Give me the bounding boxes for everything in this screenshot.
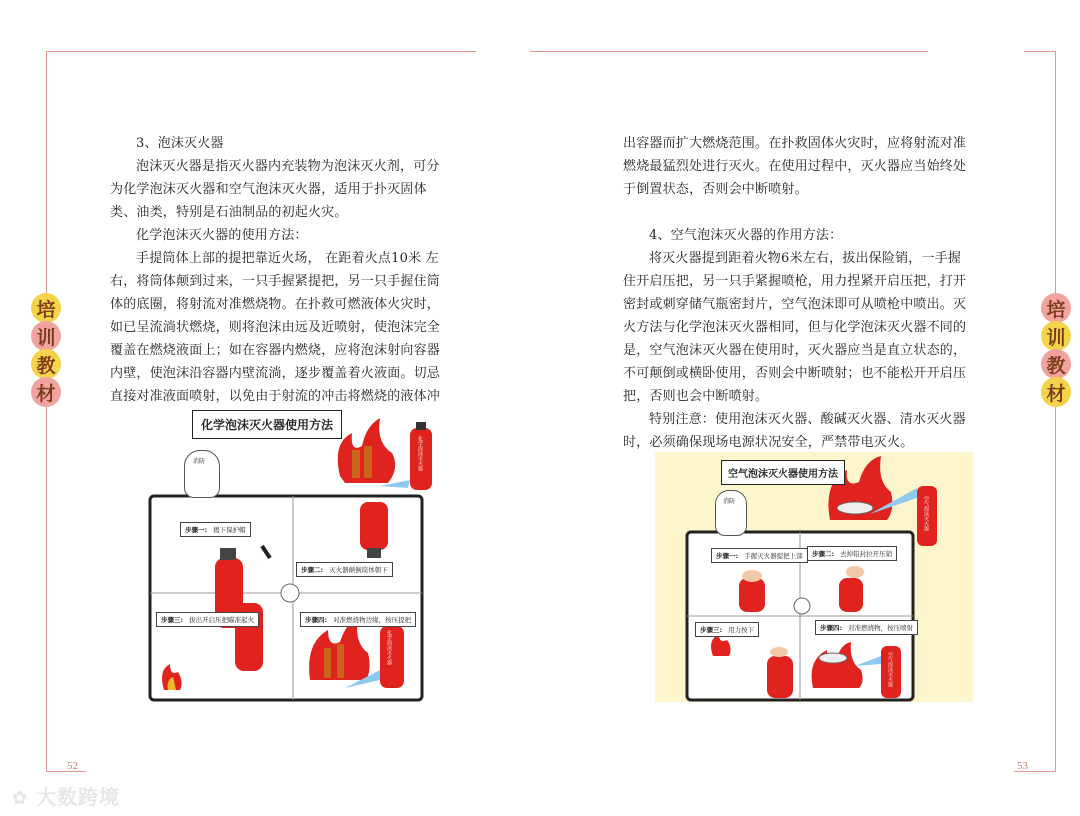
page-number-right: 53 xyxy=(1017,760,1028,772)
extinguisher-label: 空气泡沫灭火器 xyxy=(887,652,893,687)
step-label xyxy=(180,522,251,537)
step-number: 步骤四: xyxy=(305,616,328,624)
page-number-left: 52 xyxy=(67,760,78,772)
section-heading: 4、空气泡沫灭火器的作用方法： xyxy=(649,228,843,243)
figure-illustration xyxy=(140,398,440,704)
figure-title: 化学泡沫灭火器使用方法 xyxy=(192,410,342,439)
step-number: 步骤二: xyxy=(301,566,324,574)
frame-right xyxy=(1055,51,1056,771)
step-text: 去掉铅封拉开压销 xyxy=(840,550,893,558)
extinguisher-label: 空气泡沫灭火器 xyxy=(923,496,929,531)
step-label xyxy=(711,548,808,563)
paragraph: 泡沫灭火器是指灭火器内充装物为泡沫灭火剂，可分为化学泡沫灭火器和空气泡沫灭火器，适用于扑灭固体类、油类，特别是石油制品的初起火灾。 xyxy=(110,159,440,220)
step-label xyxy=(695,622,759,637)
side-tab-left xyxy=(29,294,63,406)
sub-heading: 化学泡沫灭火器的使用方法： xyxy=(136,228,308,243)
side-tab-char: 材 xyxy=(31,377,61,407)
figure-illustration xyxy=(655,452,973,702)
side-tab-char: 训 xyxy=(31,321,61,351)
step-number: 步骤一: xyxy=(185,526,208,534)
side-tab-char: 教 xyxy=(31,349,61,379)
side-tab-char: 培 xyxy=(1041,293,1071,323)
mascot-badge: 消防 xyxy=(723,498,736,505)
side-tab-char: 训 xyxy=(1041,321,1071,351)
frame-bottom-left xyxy=(46,771,86,772)
side-tab-char: 培 xyxy=(31,293,61,323)
step-text: 拔出开启压把瞄准起火 xyxy=(189,616,255,624)
paragraph: 手提筒体上部的提把靠近火场， 在距着火点10米 左右，将筒体颠到过来，一只手握紧提把，另一只手握住筒体的底圈，将射流对准燃烧物。在扑救可燃液体火灾时，如已呈流淌状燃烧，则将泡沫由远及近喷射，使泡沫完全覆盖在燃烧液面上；如在容器内燃烧，应将泡沫射向容器内壁，使泡沫沿容器内壁流淌，逐步覆盖着火液面。切忌直接对准液面喷射，以免由于射流的冲击将燃烧的液体冲 xyxy=(110,251,441,404)
extinguisher-label: 化学泡沫灭火器 xyxy=(417,436,423,471)
figure-title: 空气泡沫灭火器使用方法 xyxy=(721,460,845,485)
step-text: 手握灭火器提把上部 xyxy=(744,552,803,560)
step-label xyxy=(807,546,897,561)
step-text: 揭下保护帽 xyxy=(213,526,246,534)
side-tab-right xyxy=(1039,294,1073,406)
right-text-column xyxy=(623,132,968,454)
watermark-logo-icon: ✿ xyxy=(12,788,29,809)
step-label xyxy=(156,612,259,627)
side-tab-char: 教 xyxy=(1041,349,1071,379)
step-number: 步骤四: xyxy=(820,624,843,632)
paragraph: 特别注意：使用泡沫灭火器、酸碱灭火器、清水灭火器时，必须确保现场电源状况安全，严禁带电灭火。 xyxy=(623,412,966,450)
step-text: 对准燃烧物边缘，按压提把 xyxy=(333,616,412,624)
step-label xyxy=(300,612,416,627)
step-text: 对准燃烧物，按压喷射 xyxy=(848,624,914,632)
frame-top-left xyxy=(46,51,476,52)
watermark-text: 大数跨境 xyxy=(36,785,121,809)
step-text: 灭火器颠倒筒体朝下 xyxy=(329,566,388,574)
step-number: 步骤一: xyxy=(716,552,739,560)
step-text: 用力按下 xyxy=(728,626,755,634)
mascot-badge: 消防 xyxy=(193,458,206,465)
watermark xyxy=(12,781,120,810)
side-tab-char: 材 xyxy=(1041,377,1071,407)
frame-top-right-end xyxy=(1024,51,1056,52)
figure-air-foam xyxy=(655,452,973,702)
mascot-firefighter xyxy=(184,450,220,498)
frame-top-right xyxy=(530,51,928,52)
step-number: 步骤二: xyxy=(812,550,835,558)
frame-left xyxy=(46,51,47,771)
step-number: 步骤三: xyxy=(161,616,184,624)
step-number: 步骤三: xyxy=(700,626,723,634)
figure-chemical-foam xyxy=(140,398,440,704)
paragraph: 出容器而扩大燃烧范围。在扑救固体火灾时，应将射流对准燃烧最猛烈处进行灭火。在使用过程中，灭火器应当始终处于倒置状态，否则会中断喷射。 xyxy=(623,136,967,197)
paragraph: 将灭火器提到距着火物6米左右，拔出保险销，一手握住开启压把，另一只手紧握喷枪，用力捏紧开启压把，打开密封或刺穿储气瓶密封片，空气泡沫即可从喷枪中喷出。灭火方法与化学泡沫灭火器相同，但与化学泡沫灭火器不同的是，空气泡沫灭火器在使用时，灭火器应当是直立状态的，不可颠倒或横卧使用，否则会中断喷射；也不能松开开启压把，否则也会中断喷射。 xyxy=(623,251,967,404)
step-label xyxy=(296,562,393,577)
step-label xyxy=(815,620,918,635)
mascot-firefighter xyxy=(715,490,747,536)
left-text-column xyxy=(110,132,450,408)
extinguisher-label: 化学泡沫灭火器 xyxy=(386,630,392,665)
section-heading: 3、泡沫灭火器 xyxy=(136,136,224,151)
